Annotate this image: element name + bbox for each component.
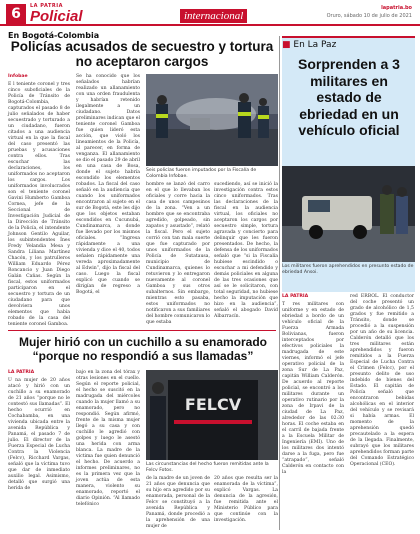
story3-col3: de la madre de un joven de 21 años que denuncia que su hijo era agredido por su enamorada, personal de la Felcv se constituyó a la avenida República y Panamá, donde procedió a la aprehensión de una mujer de [146,476,210,529]
story2-photo-caption: Los militares fueron aprehendidos en presunto estado de ebriedad Ansoi. [282,264,414,275]
story3-headline-line1: Mujer hirió con un cuchillo a su enamorado [18,335,268,349]
story2-col1 [282,294,344,530]
page-number: 6 [6,4,26,24]
story2-photo [282,166,415,262]
dateline: Oruro, sábado 10 de julio de 2021 [326,13,412,19]
story3-col2: bajo en la zona del tórax y otras lesiones en el cuello. Según el reporte policial, el hecho se suscitó en la madrugada del miércoles cuando la mujer llamó a su enamorado, pero no respondió. Según afirmó, frente de la misma mujer llegó a su casa y con cuchillo le agredió con golpes y luego le asestó una herida con arma blanca. La madre de la víctima fue quien denunció el hecho. De acuerdo a informes preliminares, no es la primera vez que la joven actúa de esta manera, violento su enamorado, reportó el diario Opinión. “Al llamado telefónico [76,370,140,507]
brand-logo: Policial [30,8,83,25]
story3-col4: 20 años que resulta ser la enamorada de la víctima”, explicó Vargas. La denuncia de la agresión, fue remitida ante el Ministerio Público para que continúe con la investigación. [214,476,278,523]
story2-col2: red ERBOL. El conductor del coche presentó un grado de alcohólico de 1,5 grados y fue remitido a Tránsito, donde se procedió a la suspensión por un año de su licencia. Calderón detalló que los tres militares están aprehendidos y fueron remitidos a la Fuerza Especial de Lucha Contra el Crimen (Felcc), por el presunto delito de uso indebido de bienes del Estado. El capitán de Policía señaló que encontraron bebidas alcohólicas en el interior del vehículo y se revisará si había armas. El momento de la aprehensión quedó precautelado a la espera de la llegada. Finalmente, subrayó que los militares aprehendidos forman parte del Comando Estratégico Operacional (CEO). [350,294,414,467]
police-scene-image [146,74,278,166]
story2-col1-text: T res militares con uniforme y en estado de ebriedad a bordo de un vehículo oficial de la Fuerza Armada Bolivianas, fueron interceptados por efectivos policiales la madrugada de este viernes, informó el jefe operativo policial de la zona Sur de La Paz, capitán William Calderón. De acuerdo al reporte policial, se encontró a los militares durante un operativo rutinario por la zona de Irpavi de la ciudad de La Paz, alrededor de las 02:30 horas. El coche estaba en el carril de bajada frente a la Escuela Militar de Ingeniería (EMI). Uno de los militares dos intentó darse a la fuga, pero fue “atrapado”, señaló Calderón en contacto con la [282,302,344,475]
story1-headline: Policías acusados de secuestro y tortura no aceptaron cargos [10,39,274,69]
story3-headline-line2: “porque no respondió a sus llamadas” [32,349,254,364]
brand-top: LA PATRIA [30,3,63,9]
page-header [0,0,420,26]
story3-col1 [8,370,70,532]
section-label: internacional [180,9,247,23]
story2-headline: Sorprenden a 3 militares en estado de ebriedad en un vehículo oficial [298,56,400,139]
story1-col3: hombre se lanzó del carro en el que lo llevaban los oficiales y corre hacia la casa de unos campesinos de la zona. “Ven a un hombre que se encontraba agredido, golpeado, sin zapatos y asustado”, relató la fiscal. Pero el sujeto corrió con tan mala suerte que fue capturado por unos uniformados de la Policía de Sutatausa, municipio de Cundinamarca, quienes lo retuvieron y lo entregaron nuevamente al coronel Gamboa y sus otros subalternos. Sin embargo, mientras esto pasaba, estos uniformados no notificaron a sus familiares del hombre comunicaron lo que estaba [146,182,210,325]
military-vehicle-image [282,166,415,262]
story1-col1 [8,74,70,327]
column-divider [279,36,280,530]
story1-photo [146,74,278,166]
story1-photo-caption: Seis policías fueron imputados por la Fiscalía de Colombia Infobae. [146,168,257,179]
story2-top-rule [282,36,415,38]
header-info [327,4,412,20]
story3-top-rule [8,330,276,331]
story2-place-tag: ■ En La Paz [282,40,337,50]
svg-text:FELCV: FELCV [184,395,242,414]
story1-col2: Se ha conocido que los señalados habrían realizado un allanamiento con una orden fraudulenta y habrían retenido ilegalmente a un ciudadano. Datos preliminares indican que el teniente coronel Gamboa fue quien lideró esta acción, que violó los lineamientos de la Policía, al parecer, en forma de venganza. El allanamiento se dio el pasado 29 de abril en una casa de Bosa, donde el sujeto habría escondido los elementos robados. La fiscal del caso señaló en la audiencia que cuando los uniformados encontraron al sujeto en el sur de Bogotá, este les dijo que los objetos estaban escondidos en Cucunubá, Cundinamarca, a donde fue llevado por los mismos oficiales. “Ingresa rápidamente a una vivienda y dice el 40, todos señalen rápidamente una vereda aproximadamente al Edwin”, dijo la fiscal del caso. Luego la fiscal explicó que cuando se dirigían de regreso a Bogotá, el [76,74,141,295]
story1-col1-text: E l teniente coronel y tres cinco suboficiales de la Policía de Tránsito de Bogotá-Colombia, capturados el pasado 8 de julio señalados de haber secuestrado y torturado a un ciudadano, fueron citados a una audiencia virtual en la que la fiscal del caso presentó las pruebas y acusaciones contra ellos. Tras escuchar las declaraciones, los uniformados no aceptaron los cargos. Los uniformados involucrados son el teniente coronel Gavini Humberto Gamboa Cornea, jefe de la Seccional de Investigación Judicial de la Dirección de Tránsito de la Policía, el intendente Johnson Gentilo Aguilar, los subintendentes Ínes Fredy Velandia Mesa y Sandra Liliana Martínez Chacón, y los patrulleros William Eduardo Pérez Roncancio y Juan Diego Galán Cañas. Según la fiscal, estos uniformados participaron en el secuestro y tortura de un ciudadano para que devolviera unos elementos que había robado de la casa del teniente coronel Gamboa. [8,82,70,327]
story2-byline: LA PATRIA [282,294,309,299]
story3-photo [146,370,278,460]
story3-col1-text: U na mujer de 20 años atacó y hirió con un cuchillo a su enamorado de 21 años “porque no le contestó sus llamadas”. El hecho ocurrió en Cochabamba, en una vivienda ubicada entre la avenida República y Panamá, el pasado 7 de julio. El director de la Fuerza Especial de Lucha Contra la Violencia (Felcv), Ricchard Vargas, señaló que la víctima tuvo que dar de inmediato auxilio legal. Asimismo, detalló que surgió una herida de [8,378,70,491]
felcv-officers-image [146,370,278,460]
site-name: lapatria.bo [381,5,412,11]
story3-byline: LA PATRIA [8,370,35,375]
story1-byline: Infobae [8,74,28,79]
story2-place: En La Paz [293,40,337,50]
story3-photo-caption: Las circunstancias del hecho fueron remitidas ante la Felcv Fotos. [146,462,269,473]
story3-headline [8,335,278,364]
story1-kicker: En Bogotá-Colombia [8,31,100,40]
story1-col4: sucediendo, así se inició la investigación contra estos cinco uniformados. Tras las declaraciones de la fiscal en la audiencia virtual, los oficiales no aceptaron los cargos por secuestro simple, tortura agravada y concierto para delinquir que les fueron presentados. De hecho, la defensa de los uniformados señaló que “si la Fiscalía hubiese escindido o escuchar a mi defendido y demás policiales en alguna de las tres ocasiones que así se le solicitaron, con total seguridad, no hubiese hecho la imputación que hizo en la audiencia”, señaló el abogado David Albarracín. [214,182,278,319]
